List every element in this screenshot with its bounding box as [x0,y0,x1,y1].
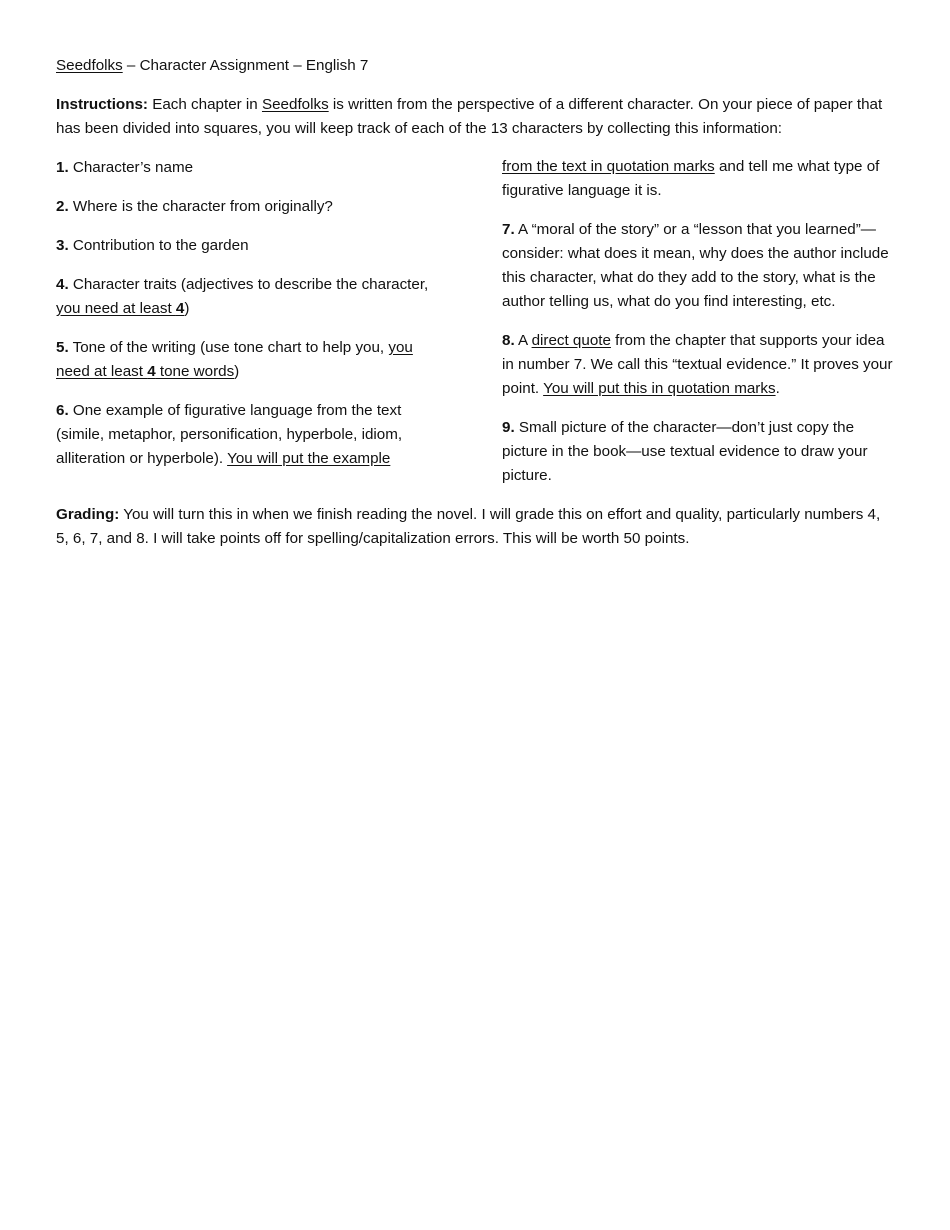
requirements-right-column [502,155,896,503]
instructions-book-name: Seedfolks [261,96,329,113]
instructions-label: Instructions: [56,96,148,113]
item-emphasis: you need at least [56,300,176,317]
item-emphasis-2: You will put this in quotation marks [543,380,776,397]
item-text-end: ) [184,300,190,317]
item-emphasis: direct quote [531,332,611,349]
item-text-end: and tell me what type of figurative language it is. [502,158,880,199]
instructions-text-1: Each chapter in [147,96,262,113]
title-rest: – Character Assignment – English 7 [122,57,369,74]
item-number: 8. [502,332,515,349]
item-number: 5. [56,339,69,356]
item-number: 4. [56,276,69,293]
requirements-columns [56,156,896,503]
requirement-item-9 [502,416,896,488]
assignment-document [56,54,896,551]
item-number: 6. [56,402,69,419]
requirements-left-column [56,156,450,503]
requirement-item-8 [502,329,896,401]
item-number: 7. [502,221,515,238]
item-text: Where is the character from originally? [68,198,333,215]
item-text: A “moral of the story” or a “lesson that you learned”—consider: what does it mean, why does the author include this character, what do they add to the story, what is the author telling us, what do you find interesting, etc. [502,221,889,310]
item-emphasis-number: 4 [175,300,185,317]
grading-label: Grading: [56,506,120,523]
requirement-item-2 [56,195,450,219]
title-book-name: Seedfolks [56,57,123,74]
item-text: Character traits (adjectives to describe the character, [68,276,429,293]
item-text: A [514,332,532,349]
item-number: 1. [56,159,69,176]
item-text-end: . [775,380,780,397]
requirement-item-7 [502,218,896,314]
item-number: 3. [56,237,69,254]
requirement-item-3 [56,234,450,258]
item-emphasis-number: 4 [147,363,156,380]
item-emphasis: you need at least [56,339,413,380]
grading-text: You will turn this in when we finish reading the novel. I will grade this on effort and quality, particularly numbers 4, 5, 6, 7, and 8. I will take points off for spelling/capitalization errors. This will be worth 50 points. [56,506,881,547]
item-text: Small picture of the character—don’t just copy the picture in the book—use textual evidence to draw your picture. [502,419,868,484]
grading-paragraph [56,503,896,551]
instructions-text-2: is written from the perspective of a different character. On your piece of paper that has been divided into squares, you will keep track of each of the 13 characters by collecting this information: [56,96,883,137]
item-emphasis: You will put the example [227,450,391,467]
document-title [56,54,896,78]
requirement-item-5 [56,336,450,384]
item-number: 9. [502,419,515,436]
item-text-middle: from the chapter that supports your idea in number 7. We call this “textual evidence.” It proves your point. [502,332,893,397]
requirement-item-6 [56,399,450,471]
item-emphasis-continued: from the text in quotation marks [502,158,715,175]
item-text: Character’s name [68,159,194,176]
item-number: 2. [56,198,69,215]
item-text: Contribution to the garden [68,237,249,254]
requirement-item-6-continued [502,155,896,203]
instructions-paragraph [56,93,896,141]
requirement-item-4 [56,273,450,321]
item-text: Tone of the writing (use tone chart to help you, [68,339,389,356]
item-text-end: ) [234,363,240,380]
requirement-item-1 [56,156,450,180]
item-emphasis-tail: tone words [155,363,235,380]
item-text: One example of figurative language from the text (simile, metaphor, personification, hyperbole, idiom, alliteration or hyperbole). [56,402,403,467]
